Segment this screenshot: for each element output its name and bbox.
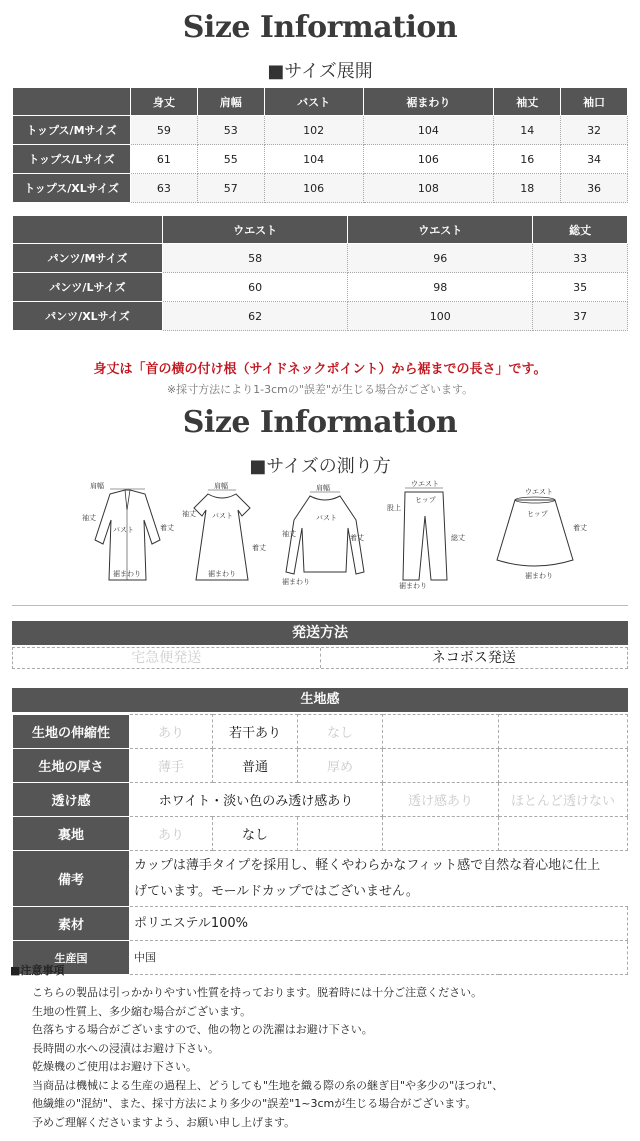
tops-cell: 106	[264, 174, 363, 203]
pants-row-label: パンツ/Mサイズ	[13, 244, 163, 273]
fabric-option	[383, 749, 499, 783]
shipping-options	[12, 647, 628, 669]
top-hem-label: 裾まわり	[282, 578, 310, 586]
pants-waist-label: ウエスト	[411, 480, 439, 488]
skirt-hip-label: ヒップ	[527, 510, 548, 518]
remarks-text	[130, 851, 628, 907]
caution-item: 他繊維の"混紡"、また、採寸方法により多少の"誤差"1~3cmが生じる場合がございます。	[32, 1097, 477, 1110]
fabric-option	[499, 715, 628, 749]
skirt-hem-label: 裾まわり	[525, 572, 553, 580]
tops-cell: 55	[197, 145, 264, 174]
tops-cell: 104	[264, 145, 363, 174]
tops-col-header: 袖口	[561, 88, 628, 116]
tops-cell: 104	[363, 116, 494, 145]
tops-cell: 59	[131, 116, 198, 145]
fabric-option: あり	[130, 817, 213, 851]
tops-row	[13, 116, 628, 145]
caution-list	[10, 984, 630, 1132]
coat-diagram	[80, 480, 175, 590]
dress-sleeve-label: 袖丈	[182, 510, 196, 518]
pants-col-header: ウエスト	[348, 216, 533, 244]
dress-length-label: 着丈	[252, 544, 266, 552]
fabric-option: なし	[298, 715, 383, 749]
size-information-title-2: Size Information	[182, 405, 458, 440]
tops-cell: 14	[494, 116, 561, 145]
caution-item: 当商品は機械による生産の過程上、どうしても"生地を織る際の糸の継ぎ目"や多少の"ほつれ"、	[32, 1078, 504, 1092]
fabric-option	[383, 817, 499, 851]
fabric-table	[12, 714, 628, 975]
material-value: ポリエステル100%	[130, 907, 628, 941]
pants-cell: 37	[533, 302, 628, 331]
pants-cell: 62	[163, 302, 348, 331]
caution-item: 乾燥機のご使用はお避け下さい。	[32, 1060, 197, 1073]
tops-col-header: バスト	[264, 88, 363, 116]
coat-bust-label: バスト	[113, 526, 134, 534]
measurement-error-note: ※採寸方法により1-3cmの"誤差"が生じる場合がございます。	[166, 383, 474, 396]
fabric-row-label: 裏地	[13, 817, 130, 851]
fabric-option: あり	[130, 715, 213, 749]
caution-header: ■注意事項	[10, 964, 65, 977]
fabric-option: 薄手	[130, 749, 213, 783]
tops-cell: 106	[363, 145, 494, 174]
tops-cell: 108	[363, 174, 494, 203]
tops-row	[13, 174, 628, 203]
fabric-option: 厚め	[298, 749, 383, 783]
remarks-line-2: げています。モールドカップではございません。	[134, 883, 419, 899]
coat-hem-label: 裾まわり	[113, 570, 141, 578]
pants-diagram	[385, 480, 465, 590]
tops-cell: 32	[561, 116, 628, 145]
pants-cell: 98	[348, 273, 533, 302]
fabric-option: 透け感あり	[383, 783, 499, 817]
fabric-option	[499, 749, 628, 783]
fabric-row-label: 生地の伸縮性	[13, 715, 130, 749]
caution-item: こちらの製品は引っかかりやすい性質を持っております。脱着時には十分ご注意ください。	[32, 986, 483, 999]
pants-size-table	[12, 215, 628, 331]
tops-row-label: トップス/XLサイズ	[13, 174, 131, 203]
origin-value: 中国	[130, 941, 628, 975]
caution-section	[10, 962, 630, 1132]
pants-row	[13, 244, 628, 273]
pants-cell: 58	[163, 244, 348, 273]
shipping-option-nekoposu: ネコボス発送	[431, 650, 516, 666]
pants-hip-label: ヒップ	[415, 496, 436, 504]
tops-cell: 61	[131, 145, 198, 174]
fabric-row-transparency	[13, 783, 628, 817]
tops-col-header: 袖丈	[494, 88, 561, 116]
tops-col-header: 肩幅	[197, 88, 264, 116]
pants-hem-label: 裾まわり	[399, 582, 427, 590]
tops-row-label: トップス/Mサイズ	[13, 116, 131, 145]
tops-col-header: 裾まわり	[363, 88, 494, 116]
pants-col-header: 総丈	[533, 216, 628, 244]
tops-cell: 16	[494, 145, 561, 174]
pants-col-header: ウエスト	[163, 216, 348, 244]
fabric-row-remarks	[13, 851, 628, 907]
measurement-diagrams	[70, 480, 590, 590]
tops-cell: 63	[131, 174, 198, 203]
tops-col-header	[13, 88, 131, 116]
top-length-label: 着丈	[350, 534, 364, 542]
pants-row	[13, 302, 628, 331]
origin-label: 生産国	[13, 941, 130, 975]
coat-shoulder-label: 肩幅	[90, 482, 104, 490]
pants-rise-label: 股上	[387, 504, 401, 512]
pants-cell: 100	[348, 302, 533, 331]
top-sleeve-label: 袖丈	[282, 530, 296, 538]
coat-length-label: 着丈	[160, 524, 174, 532]
tops-col-header: 身丈	[131, 88, 198, 116]
fabric-option-selected: なし	[213, 817, 298, 851]
fabric-option-selected: ホワイト・淡い色のみ透け感あり	[130, 783, 383, 817]
shipping-method-header: 発送方法	[12, 621, 628, 645]
fabric-option-selected: 普通	[213, 749, 298, 783]
caution-item: 色落ちする場合がございますので、他の物との洗濯はお避け下さい。	[32, 1023, 373, 1036]
caution-item: 生地の性質上、多少縮む場合がございます。	[32, 1004, 252, 1018]
remarks-line-1: カップは薄手タイプを採用し、軽くやわらかなフィット感で自然な着心地に仕上	[134, 857, 601, 873]
remarks-label: 備考	[13, 851, 130, 907]
skirt-length-label: 着丈	[573, 524, 587, 532]
dress-bust-label: バスト	[212, 512, 233, 520]
tops-row	[13, 145, 628, 174]
dress-diagram	[180, 480, 265, 590]
section-divider	[12, 605, 628, 606]
material-label: 素材	[13, 907, 130, 941]
pants-cell: 33	[533, 244, 628, 273]
fabric-feel-header: 生地感	[12, 688, 628, 712]
fabric-row-thickness	[13, 749, 628, 783]
fabric-row-lining	[13, 817, 628, 851]
tops-cell: 34	[561, 145, 628, 174]
skirt-diagram	[485, 480, 585, 590]
fabric-row-stretch	[13, 715, 628, 749]
fabric-row-label: 透け感	[13, 783, 130, 817]
size-chart-subtitle: ■サイズ展開	[267, 61, 373, 82]
skirt-waist-label: ウエスト	[525, 488, 553, 496]
pants-row	[13, 273, 628, 302]
size-information-title: Size Information	[182, 10, 458, 45]
tops-cell: 36	[561, 174, 628, 203]
length-definition-note: 身丈は「首の横の付け根（サイドネックポイント）から裾までの長さ」です。	[93, 362, 547, 377]
tops-cell: 102	[264, 116, 363, 145]
caution-item: 予めご理解くださいますよう、お願い申し上げます。	[32, 1115, 296, 1129]
dress-hem-label: 裾まわり	[208, 570, 236, 578]
fabric-option-selected: 若干あり	[213, 715, 298, 749]
pants-row-label: パンツ/XLサイズ	[13, 302, 163, 331]
pants-length-label: 総丈	[451, 534, 465, 542]
fabric-row-material	[13, 907, 628, 941]
pants-col-header	[13, 216, 163, 244]
pants-cell: 96	[348, 244, 533, 273]
pants-cell: 60	[163, 273, 348, 302]
tops-cell: 18	[494, 174, 561, 203]
fabric-option: ほとんど透けない	[499, 783, 628, 817]
fabric-option	[383, 715, 499, 749]
top-bust-label: バスト	[316, 514, 337, 522]
tops-cell: 57	[197, 174, 264, 203]
tops-size-table	[12, 87, 628, 203]
top-shoulder-label: 肩幅	[316, 484, 330, 492]
coat-sleeve-label: 袖丈	[82, 514, 96, 522]
shipping-option-takkyubin: 宅急便発送	[13, 648, 321, 668]
dress-shoulder-label: 肩幅	[214, 482, 228, 490]
fabric-option	[298, 817, 383, 851]
tops-row-label: トップス/Lサイズ	[13, 145, 131, 174]
caution-item: 長時間の水への浸漬はお避け下さい。	[32, 1041, 219, 1055]
fabric-row-label: 生地の厚さ	[13, 749, 130, 783]
top-diagram	[280, 480, 370, 590]
measurement-guide-subtitle: ■サイズの測り方	[249, 456, 391, 477]
tops-cell: 53	[197, 116, 264, 145]
pants-cell: 35	[533, 273, 628, 302]
fabric-option	[499, 817, 628, 851]
pants-row-label: パンツ/Lサイズ	[13, 273, 163, 302]
